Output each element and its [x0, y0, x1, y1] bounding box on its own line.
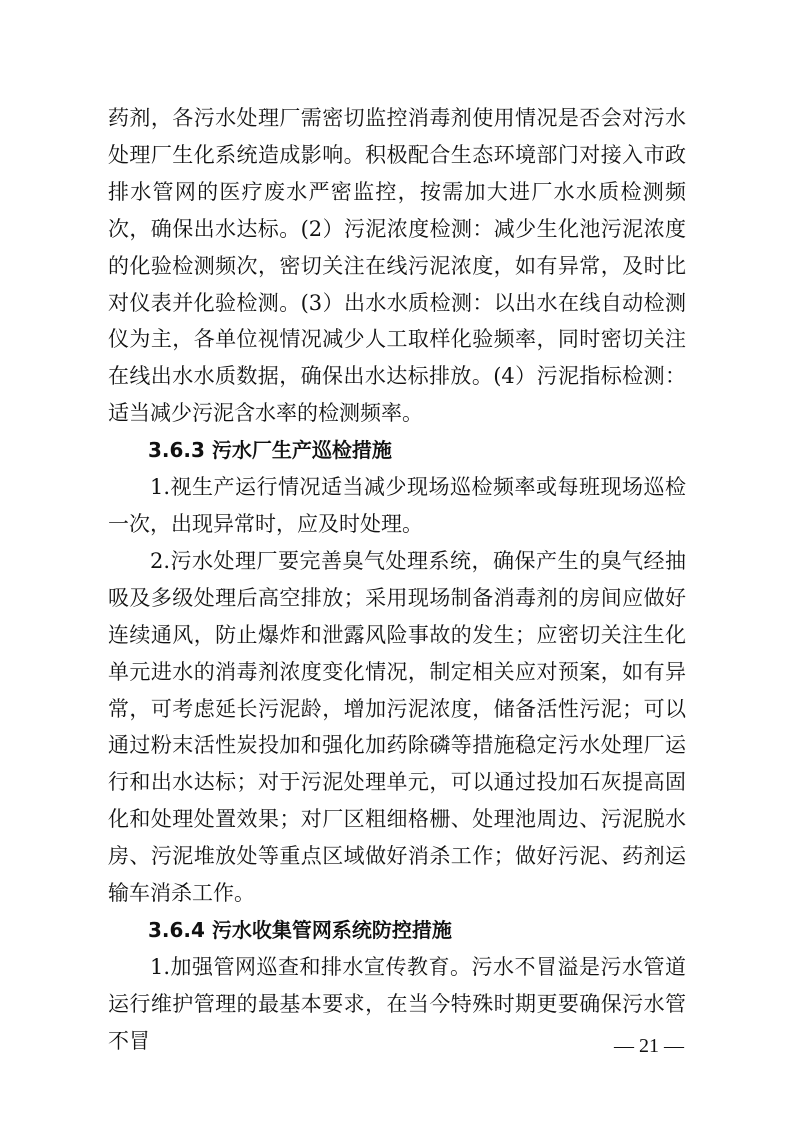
- section-heading-3-6-4: 3.6.4 污水收集管网系统防控措施: [148, 917, 452, 942]
- body-paragraph: 1.加强管网巡查和排水宣传教育。污水不冒溢是污水管道运行维护管理的最基本要求，在当今特殊时期更要确保污水管不冒: [108, 954, 686, 1053]
- body-paragraph: 药剂，各污水处理厂需密切监控消毒剂使用情况是否会对污水处理厂生化系统造成影响。积极配合生态环境部门对接入市政排水管网的医疗废水严密监控，按需加大进厂水水质检测频次，确保出水达标。(2）污泥浓度检测：减少生化池污泥浓度的化验检测频次，密切关注在线污泥浓度，如有异常，及时比对仪表并化验检测。(3）出水水质检测：以出水在线自动检测仪为主，各单位视情况减少人工取样化验频率，同时密切关注在线出水水质数据，确保出水达标排放。(4）污泥指标检测：适当减少污泥含水率的检测频率。: [108, 106, 686, 426]
- page-number: — 21 —: [614, 1035, 684, 1057]
- document-page: [108, 100, 686, 1060]
- section-heading-3-6-3: 3.6.3 污水厂生产巡检措施: [148, 438, 392, 463]
- body-paragraph: 2.污水处理厂要完善臭气处理系统，确保产生的臭气经抽吸及多级处理后高空排放；采用现场制备消毒剂的房间应做好连续通风，防止爆炸和泄露风险事故的发生；应密切关注生化单元进水的消毒剂浓度变化情况，制定相关应对预案，如有异常，可考虑延长污泥龄，增加污泥浓度，储备活性污泥；可以通过粉末活性炭投加和强化加药除磷等措施稳定污水处理厂运行和出水达标；对于污泥处理单元，可以通过投加石灰提高固化和处理处置效果；对厂区粗细格栅、处理池周边、污泥脱水房、污泥堆放处等重点区域做好消杀工作；做好污泥、药剂运输车消杀工作。: [108, 548, 686, 906]
- body-paragraph: 1.视生产运行情况适当减少现场巡检频率或每班现场巡检一次，出现异常时，应及时处理。: [108, 475, 686, 536]
